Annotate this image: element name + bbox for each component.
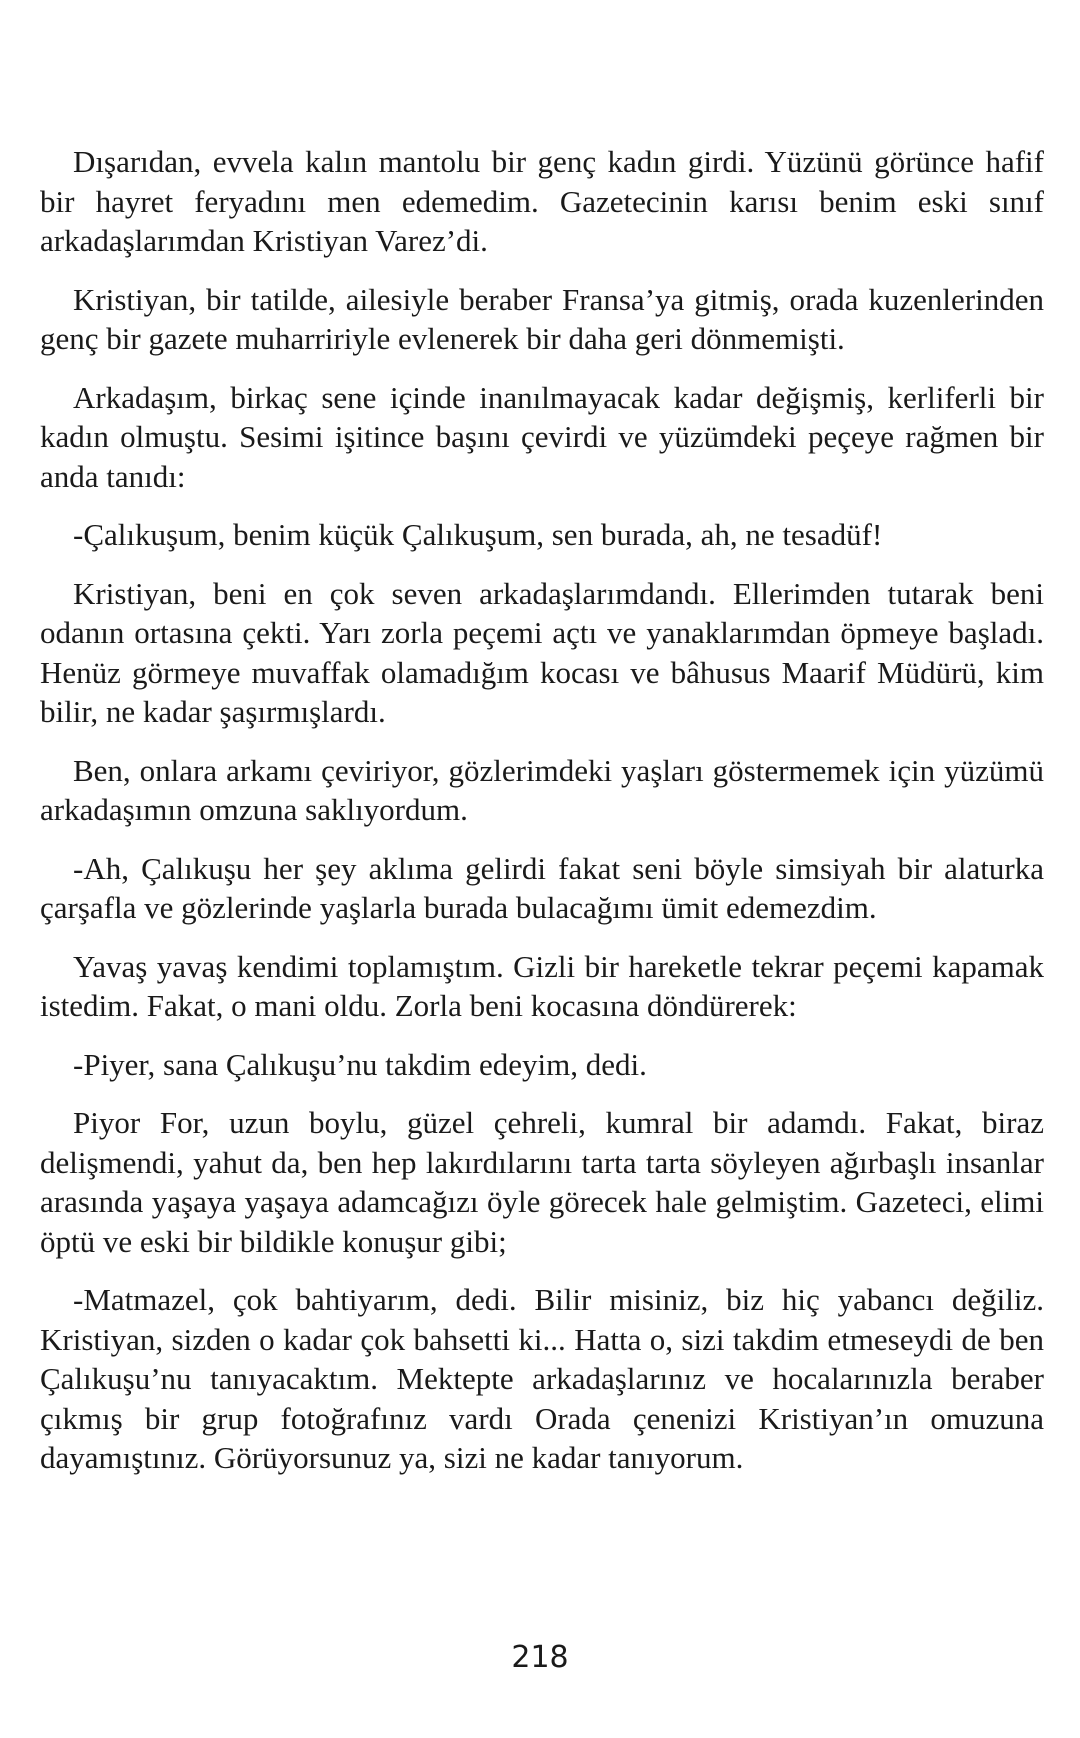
paragraph-1: Dışarıdan, evvela kalın mantolu bir genç kadın girdi. Yüzünü görünce hafif bir hayret feryadını men edemedim. Gazetecinin karısı benim eski sınıf arkadaşlarımdan Kristiyan Varez’di. — [40, 144, 1044, 258]
paragraph-7: -Ah, Çalıkuşu her şey aklıma gelirdi fakat seni böyle simsiyah bir alaturka çarşafla ve gözlerinde yaşlarla burada bulacağımı ümit edemezdim. — [40, 850, 1044, 925]
page-body — [40, 142, 1044, 1497]
page-number: 218 — [511, 1640, 569, 1675]
paragraph-3: Arkadaşım, birkaç sene içinde inanılmayacak kadar değişmiş, kerliferli bir kadın olmuştu. Sesimi işitince başını çevirdi ve yüzümdeki peçeye rağmen bir anda tanıdı: — [40, 379, 1044, 494]
paragraph-6: Ben, onlara arkamı çeviriyor, gözlerimdeki yaşları göstermemek için yüzümü arkadaşımın omzuna saklıyordum. — [40, 752, 1044, 827]
paragraph-10: Piyor For, uzun boylu, güzel çehreli, kumral bir adamdı. Fakat, biraz delişmendi, yahut da, ben hep lakırdılarını tarta tarta söyleyen ağırbaşlı insanlar arasında yaşaya yaşaya adamcağızı öyle görecek hale gelmiştim. Gazeteci, elimi öptü ve eski bir bildikle konuşur gibi; — [40, 1105, 1044, 1259]
paragraph-4: -Çalıkuşum, benim küçük Çalıkuşum, sen burada, ah, ne tesadüf! — [73, 517, 883, 552]
paragraph-2: Kristiyan, bir tatilde, ailesiyle beraber Fransa’ya gitmiş, orada kuzenlerinden genç bir gazete muharririyle evlenerek bir daha geri dönmemişti. — [40, 281, 1044, 356]
paragraph-5: Kristiyan, beni en çok seven arkadaşlarımdandı. Ellerimden tutarak beni odanın ortasına çekti. Yarı zorla peçemi açtı ve yanaklarımdan öpmeye başladı. Henüz görmeye muvaffak olamadığım kocası ve bâhusus Maarif Müdürü, kim bilir, ne kadar şaşırmışlardı. — [40, 575, 1044, 729]
paragraph-9: -Piyer, sana Çalıkuşu’nu takdim edeyim, dedi. — [73, 1046, 647, 1082]
paragraph-11: -Matmazel, çok bahtiyarım, dedi. Bilir misiniz, biz hiç yabancı değiliz. Kristiyan, sizden o kadar çok bahsetti ki... Hatta o, sizi takdim etmeseydi de ben Çalıkuşu’nu tanıyacaktım. Mektepte arkadaşlarınız ve hocalarınızla beraber çıkmış bir grup fotoğrafınız vardı Orada çenenizi Kristiyan’ın omuzuna dayamıştınız. Görüyorsunuz ya, sizi ne kadar tanıyorum. — [40, 1282, 1044, 1475]
paragraph-8: Yavaş yavaş kendimi toplamıştım. Gizli bir hareketle tekrar peçemi kapamak istedim. Fakat, o mani oldu. Zorla beni kocasına döndürerek: — [40, 948, 1044, 1023]
